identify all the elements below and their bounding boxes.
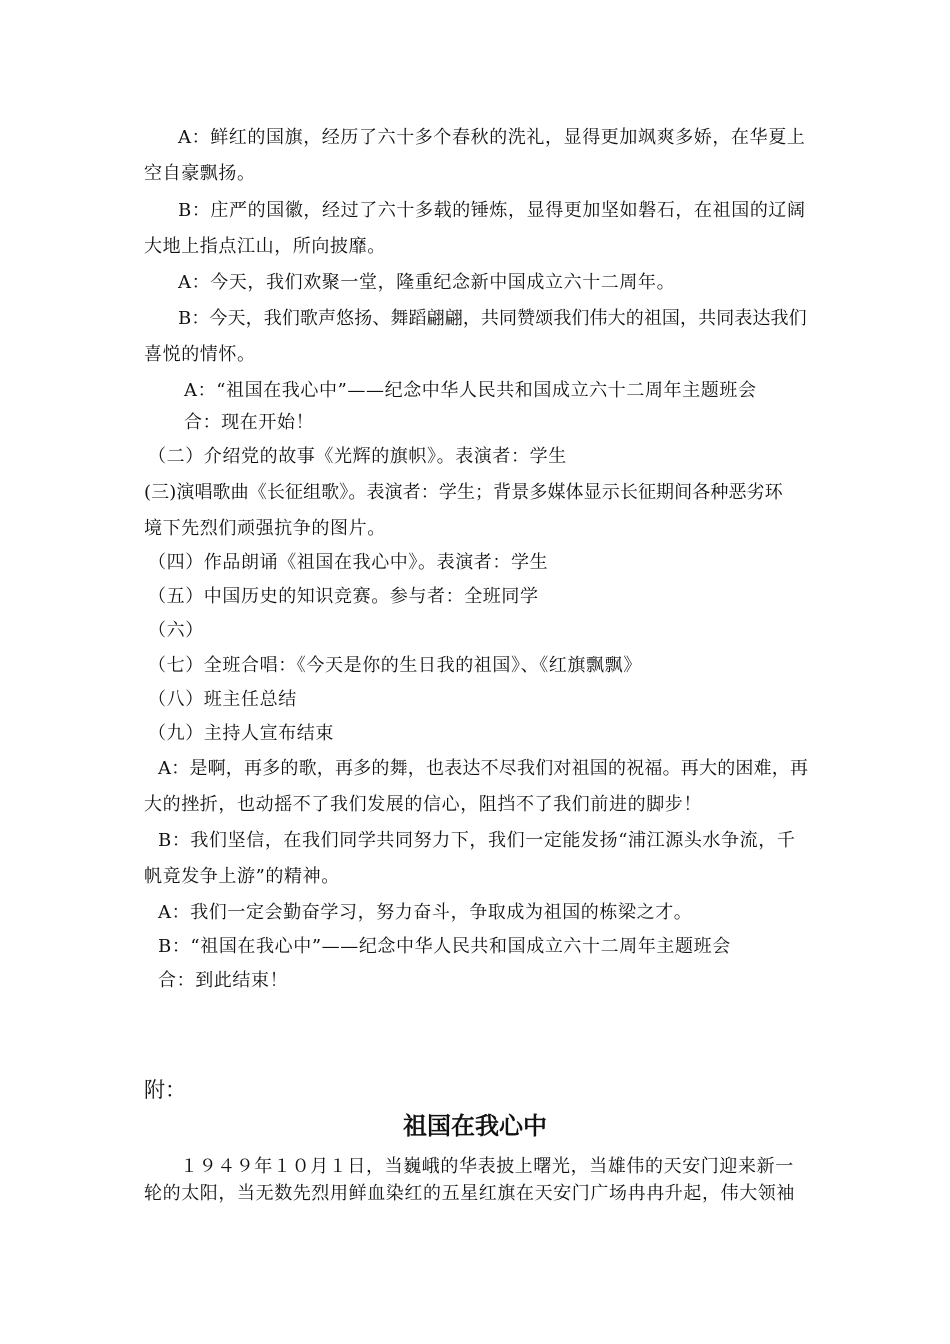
script-line: 合：到此结束！ <box>158 970 289 991</box>
script-line: B：今天，我们歌声悠扬、舞蹈翩翩，共同赞颂我们伟大的祖国，共同表达我们 <box>178 308 807 329</box>
program-item: （八）班主任总结 <box>148 689 297 710</box>
script-line: 喜悦的情怀。 <box>144 344 256 365</box>
appendix-paragraph-line: １９４９年１０月１日，当巍峨的华表披上曙光，当雄伟的天安门迎来新一 <box>180 1156 794 1177</box>
program-item: （九）主持人宣布结束 <box>148 723 334 744</box>
program-item: （六） <box>148 620 204 641</box>
script-line: A：“祖国在我心中”——纪念中华人民共和国成立六十二周年主题班会 <box>184 380 757 401</box>
script-line: A：是啊，再多的歌，再多的舞，也表达不尽我们对祖国的祝福。再大的困难，再 <box>158 758 809 779</box>
script-line: 帆竟发争上游”的精神。 <box>144 866 340 887</box>
appendix-paragraph-line: 轮的太阳，当无数先烈用鲜血染红的五星红旗在天安门广场冉冉升起，伟大领袖 <box>144 1183 795 1204</box>
script-line: A：我们一定会勤奋学习，努力奋斗，争取成为祖国的栋梁之才。 <box>158 902 693 923</box>
appendix-title: 祖国在我心中 <box>403 1112 547 1140</box>
script-line: B：我们坚信，在我们同学共同努力下，我们一定能发扬“浦江源头水争流，千 <box>158 830 796 851</box>
program-item: （五）中国历史的知识竞赛。参与者：全班同学 <box>148 586 539 607</box>
appendix-label: 附： <box>144 1078 186 1102</box>
script-line: 大地上指点江山，所向披靡。 <box>144 236 386 257</box>
program-item: （四）作品朗诵《祖国在我心中》。表演者：学生 <box>148 552 549 573</box>
program-item: （二）介绍党的故事《光辉的旗帜》。表演者：学生 <box>148 446 567 467</box>
script-line: A：鲜红的国旗，经历了六十多个春秋的洗礼，显得更加飒爽多娇，在华夏上 <box>178 127 806 148</box>
program-item: （七）全班合唱：《今天是你的生日我的祖国》、《红旗飘飘》 <box>148 655 642 676</box>
script-line: B：“祖国在我心中”——纪念中华人民共和国成立六十二周年主题班会 <box>158 936 731 957</box>
script-line: A：今天，我们欢聚一堂，隆重纪念新中国成立六十二周年。 <box>178 272 676 293</box>
script-line: 合：现在开始！ <box>184 412 315 433</box>
script-line: 大的挫折，也动摇不了我们发展的信心，阻挡不了我们前进的脚步！ <box>144 794 702 815</box>
program-item: 境下先烈们顽强抗争的图片。 <box>144 518 386 539</box>
script-line: B：庄严的国徽，经过了六十多载的锤炼，显得更加坚如磐石，在祖国的辽阔 <box>178 200 806 221</box>
script-line: 空自豪飘扬。 <box>144 163 256 184</box>
program-item: (三)演唱歌曲《长征组歌》。表演者：学生；背景多媒体显示长征期间各种恶劣环 <box>144 482 783 503</box>
